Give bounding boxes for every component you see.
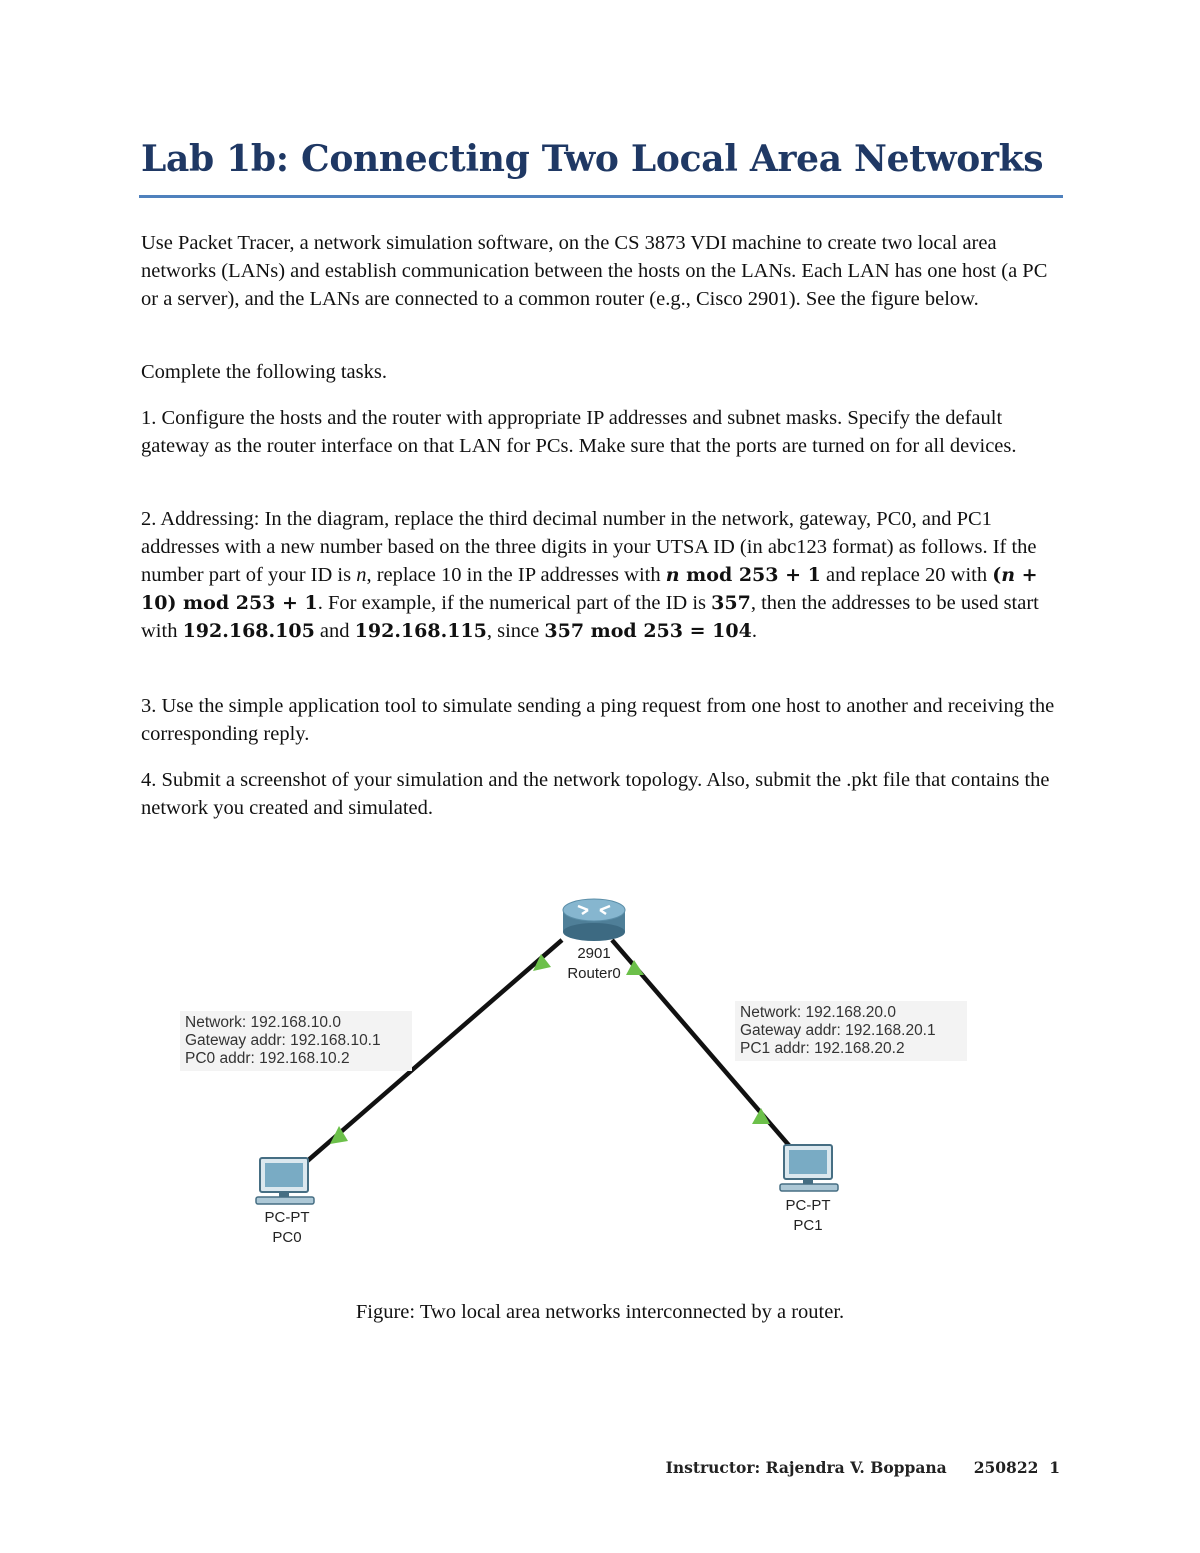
- figure-caption: Figure: Two local area networks interconnected by a router.: [355, 1301, 845, 1323]
- task-1: 1. Configure the hosts and the router with appropriate IP addresses and subnet masks. Specify the default gateway as the router interface on that LAN for PCs. Make sure that the ports are turned on for all devices.: [141, 407, 1017, 457]
- lan-left-gateway: Gateway addr: 192.168.10.1: [185, 1032, 381, 1049]
- math-expression-tail: + 10) mod 253 + 1: [141, 564, 1038, 614]
- router-icon[interactable]: [563, 899, 625, 941]
- task-2-text: , replace 10 in the IP addresses with: [366, 564, 666, 586]
- task-4: 4. Submit a screenshot of your simulation and the network topology. Also, submit the .pkt file that contains the network you created and simulated.: [141, 769, 1050, 819]
- footer-code: 250822: [973, 1458, 1039, 1477]
- math-n: n: [1001, 564, 1016, 586]
- footer-instructor: Instructor: Rajendra V. Boppana: [665, 1458, 947, 1477]
- pc0-type: PC-PT: [264, 1209, 310, 1226]
- task-2-text: . For example, if the numerical part of the ID is: [317, 592, 712, 614]
- task-2-text: .: [751, 620, 757, 642]
- pc1-type: PC-PT: [785, 1197, 831, 1214]
- intro-paragraph: Use Packet Tracer, a network simulation software, on the CS 3873 VDI machine to create two local area networks (LANs) and establish communication between the hosts on the LANs. Each LAN has one host (a PC or a server), and the LANs are connected to a common router (e.g., Cisco 2901). See the figure below.: [141, 232, 1048, 310]
- router-name: Router0: [567, 965, 621, 982]
- math-paren: (: [992, 564, 1002, 586]
- lan-left-host: PC0 addr: 192.168.10.2: [185, 1050, 350, 1067]
- footer-page-number: 1: [1049, 1458, 1060, 1477]
- lan-right-host: PC1 addr: 192.168.20.2: [740, 1040, 905, 1057]
- tasks-heading: Complete the following tasks.: [141, 361, 387, 383]
- pc1-name: PC1: [793, 1217, 823, 1234]
- task-2-text: and: [314, 620, 355, 642]
- router-model: 2901: [577, 945, 611, 962]
- math-value: 192.168.115: [354, 620, 487, 642]
- task-2-text: , since: [486, 620, 545, 642]
- math-n: n: [665, 564, 680, 586]
- math-value: 357: [711, 592, 751, 614]
- lan-right-note: [735, 1001, 967, 1061]
- pc0-computer-icon[interactable]: [256, 1158, 314, 1204]
- pc0-label: [238, 1208, 336, 1248]
- task-2-text: , then the addresses to be used start with: [141, 592, 1039, 642]
- pc1-label: [759, 1196, 857, 1236]
- router-label: [545, 944, 643, 984]
- task-2-text: 2. Addressing: In the diagram, replace the third decimal number in the network, gateway, PC0, and PC1 addresses with a new number based on the three digits in your UTSA ID (in abc123 format) as follows. If the number part of your ID is: [141, 508, 1037, 586]
- lan-right-gateway: Gateway addr: 192.168.20.1: [740, 1022, 936, 1039]
- math-value: 192.168.105: [182, 620, 315, 642]
- port-up-indicator: [752, 1108, 770, 1124]
- lan-left-note: [180, 1011, 412, 1071]
- math-n: n: [356, 564, 367, 586]
- task-3: 3. Use the simple application tool to simulate sending a ping request from one host to another and receiving the corresponding reply.: [141, 695, 1055, 745]
- lan-left-network: Network: 192.168.10.0: [185, 1014, 341, 1031]
- task-2-text: and replace 20 with: [820, 564, 993, 586]
- document-title: Lab 1b: Connecting Two Local Area Networks: [141, 138, 1044, 180]
- math-value: 357 mod 253 = 104: [544, 620, 752, 642]
- math-expression-tail: mod 253 + 1: [679, 564, 821, 586]
- lan-right-network: Network: 192.168.20.0: [740, 1004, 896, 1021]
- pc0-name: PC0: [272, 1229, 302, 1246]
- page-footer: [666, 1458, 1060, 1477]
- pc1-computer-icon[interactable]: [780, 1145, 838, 1191]
